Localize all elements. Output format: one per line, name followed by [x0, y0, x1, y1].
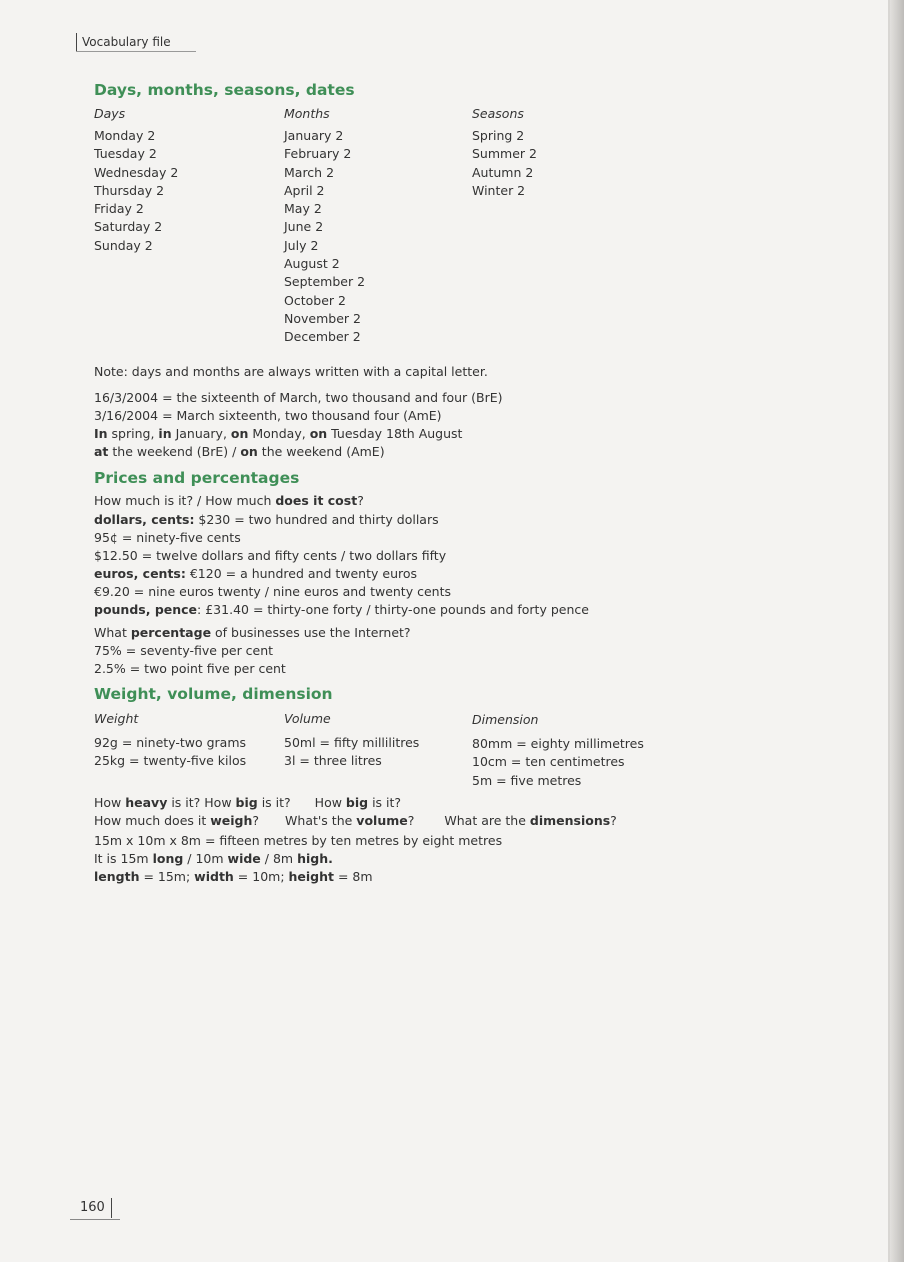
- date-example-bre: 16/3/2004 = the sixteenth of March, two thousand and four (BrE): [94, 390, 503, 405]
- list-item: June 2: [284, 219, 324, 235]
- date-example-ame: 3/16/2004 = March sixteenth, two thousand four (AmE): [94, 408, 442, 423]
- days-list: [94, 127, 178, 255]
- list-item: Sunday 2: [94, 237, 153, 253]
- list-item: Autumn 2: [472, 164, 534, 180]
- list-item: Spring 2: [472, 128, 525, 143]
- percentage-line-1: 75% = seventy-five per cent: [94, 643, 274, 658]
- list-item: August 2: [284, 256, 340, 272]
- twelve-dollars-line: $12.50 = twelve dollars and fifty cents / two dollars fifty: [94, 548, 447, 563]
- page-edge: [888, 0, 890, 1262]
- list-item: November 2: [284, 310, 361, 326]
- list-item: Wednesday 2: [94, 164, 179, 180]
- list-item: October 2: [284, 292, 346, 308]
- list-item: Saturday 2: [94, 219, 163, 235]
- page-number: 160: [80, 1198, 112, 1218]
- section-title-weight: Weight, volume, dimension: [94, 685, 333, 703]
- list-item: July 2: [284, 237, 319, 253]
- weight-list: [94, 734, 246, 771]
- seasons-list: [472, 127, 537, 200]
- months-heading: Months: [284, 106, 330, 121]
- cents-line: 95¢ = ninety-five cents: [94, 530, 241, 545]
- list-item: April 2: [284, 182, 325, 198]
- dimension-heading: Dimension: [472, 712, 539, 727]
- pounds-line: pounds, pence: £31.40 = thirty-one forty / thirty-one pounds and forty pence: [94, 602, 589, 617]
- euros-line: euros, cents: €120 = a hundred and twenty euros: [94, 566, 418, 581]
- weight-heading: Weight: [94, 711, 139, 726]
- percentage-question: What percentage of businesses use the Internet?: [94, 625, 411, 640]
- percentage-line-2: 2.5% = two point five per cent: [94, 661, 286, 676]
- list-item: 50ml = fifty millilitres: [284, 735, 420, 750]
- list-item: December 2: [284, 329, 361, 345]
- dimension-list: [472, 735, 644, 790]
- price-question: How much is it? / How much does it cost?: [94, 493, 364, 508]
- header-rule: [76, 51, 196, 52]
- list-item: Summer 2: [472, 146, 537, 162]
- list-item: Thursday 2: [94, 182, 165, 198]
- weekend-line: at the weekend (BrE) / on the weekend (AmE): [94, 444, 385, 459]
- list-item: March 2: [284, 164, 335, 180]
- list-item: Winter 2: [472, 182, 526, 198]
- list-item: 92g = ninety-two grams: [94, 735, 247, 750]
- volume-list: [284, 734, 419, 771]
- heavy-question-line: How heavy is it? How big is it? How big is it?: [94, 795, 402, 810]
- list-item: 80mm = eighty millimetres: [472, 736, 644, 751]
- list-item: 3l = three litres: [284, 753, 382, 769]
- preposition-line: In spring, in January, on Monday, on Tuesday 18th August: [94, 426, 463, 441]
- capital-letter-note: Note: days and months are always written with a capital letter.: [94, 364, 488, 379]
- list-item: Monday 2: [94, 128, 156, 143]
- list-item: September 2: [284, 274, 366, 290]
- days-heading: Days: [94, 106, 126, 121]
- volume-heading: Volume: [284, 711, 331, 726]
- long-wide-high-line: It is 15m long / 10m wide / 8m high.: [94, 851, 333, 866]
- list-item: February 2: [284, 146, 352, 162]
- list-item: 25kg = twenty-five kilos: [94, 753, 247, 769]
- list-item: January 2: [284, 128, 344, 143]
- dollars-line: dollars, cents: $230 = two hundred and thirty dollars: [94, 512, 439, 527]
- book-spine-shadow: [888, 0, 904, 1262]
- section-title-days: Days, months, seasons, dates: [94, 81, 355, 99]
- list-item: 10cm = ten centimetres: [472, 754, 625, 770]
- list-item: Tuesday 2: [94, 146, 157, 162]
- weigh-question-line: How much does it weigh? What's the volume? What are the dimensions?: [94, 813, 617, 828]
- list-item: 5m = five metres: [472, 772, 582, 788]
- page-number-rule: [70, 1219, 120, 1220]
- list-item: May 2: [284, 201, 322, 217]
- length-width-height-line: length = 15m; width = 10m; height = 8m: [94, 869, 373, 884]
- seasons-heading: Seasons: [472, 106, 524, 121]
- months-list: [284, 127, 365, 347]
- nine-euros-line: €9.20 = nine euros twenty / nine euros and twenty cents: [94, 584, 451, 599]
- list-item: Friday 2: [94, 201, 144, 217]
- section-title-prices: Prices and percentages: [94, 469, 300, 487]
- running-header: Vocabulary file: [76, 33, 171, 51]
- dimensions-example-line: 15m x 10m x 8m = fifteen metres by ten metres by eight metres: [94, 833, 503, 848]
